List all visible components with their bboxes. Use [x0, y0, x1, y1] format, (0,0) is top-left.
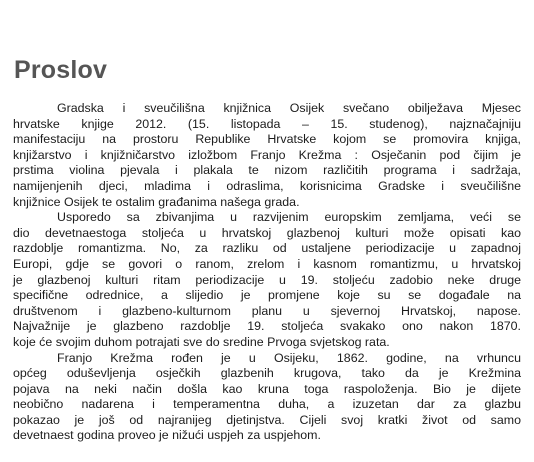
text-line: Franjo Krežma rođen je u Osijeku, 1862. godine, na vrhuncu	[57, 350, 521, 365]
text-line: je glazbenoj kulturi ritam periodizacije u 19. stoljeću zadobio neke druge	[13, 272, 521, 287]
text-line: hrvatske knjige 2012. (15. listopada – 15. studenog), najznačajniju	[13, 116, 521, 131]
text-line: manifestaciju na prostoru Republike Hrvatske kojom se promovira knjiga,	[13, 132, 521, 147]
text-line: pokazao je još od najranijeg djetinjstva. Cijeli svoj kratki život od samo	[13, 412, 521, 427]
paragraph	[13, 351, 521, 445]
text-line: Gradska i sveučilišna knjižnica Osijek svečano obilježava Mjesec	[57, 101, 521, 115]
text-line: specifične odrednice, a slijedio je promjene koje su se događale na	[13, 288, 521, 303]
paragraph	[13, 101, 521, 210]
text-line: Europi, gdje se govori o ranom, zrelom i kasnom romantizmu, u hrvatskoj	[13, 256, 521, 271]
paragraph	[13, 210, 521, 350]
page-title: Proslov	[14, 56, 108, 84]
text-line: društvenom i glazbeno-kulturnom planu u sjevernoj Hrvatskoj, napose.	[13, 303, 521, 318]
text-line: koje će svojim duhom potrajati sve do sredine Prvoga svjetskog rata.	[13, 334, 390, 349]
text-line: knjižarstvo i knjižničarstvo izložbom Franjo Krežma : Osječanin pod čijim je	[13, 147, 521, 162]
text-line: knjižnice Osijek te ostalim građanima našega grada.	[13, 194, 300, 209]
text-line: razdoblje romantizma. No, za razliku od ustaljene periodizacije u zapadnoj	[13, 241, 521, 256]
text-line: neobično nadarena i temperamentna duha, a izuzetan dar za glazbu	[13, 397, 521, 412]
text-line: Najvažnije je glazbeno razdoblje 19. stoljeća svakako ono nakon 1870.	[13, 319, 521, 334]
text-line: dio devetnaestoga stoljeća u hrvatskoj glazbenoj kulturi može opisati kao	[13, 225, 521, 240]
text-line: pojava na neki način došla kao kruna toga raspoloženja. Bio je dijete	[13, 381, 521, 396]
text-line: devetnaest godina proveo je nižući uspjeh za uspjehom.	[13, 428, 321, 443]
body-text	[13, 101, 521, 444]
text-line: prstima violina pjevala i plakala te nizom različitih programa i sadržaja,	[13, 163, 521, 178]
text-line: općeg oduševljenja osječkih glazbenih krugova, tako da je Krežmina	[13, 366, 521, 381]
text-line: Usporedo sa zbivanjima u razvijenim europskim zemljama, veći se	[57, 210, 521, 225]
text-line: namijenjenih djeci, mladima i odraslima, korisnicima Gradske i sveučilišne	[13, 178, 521, 193]
